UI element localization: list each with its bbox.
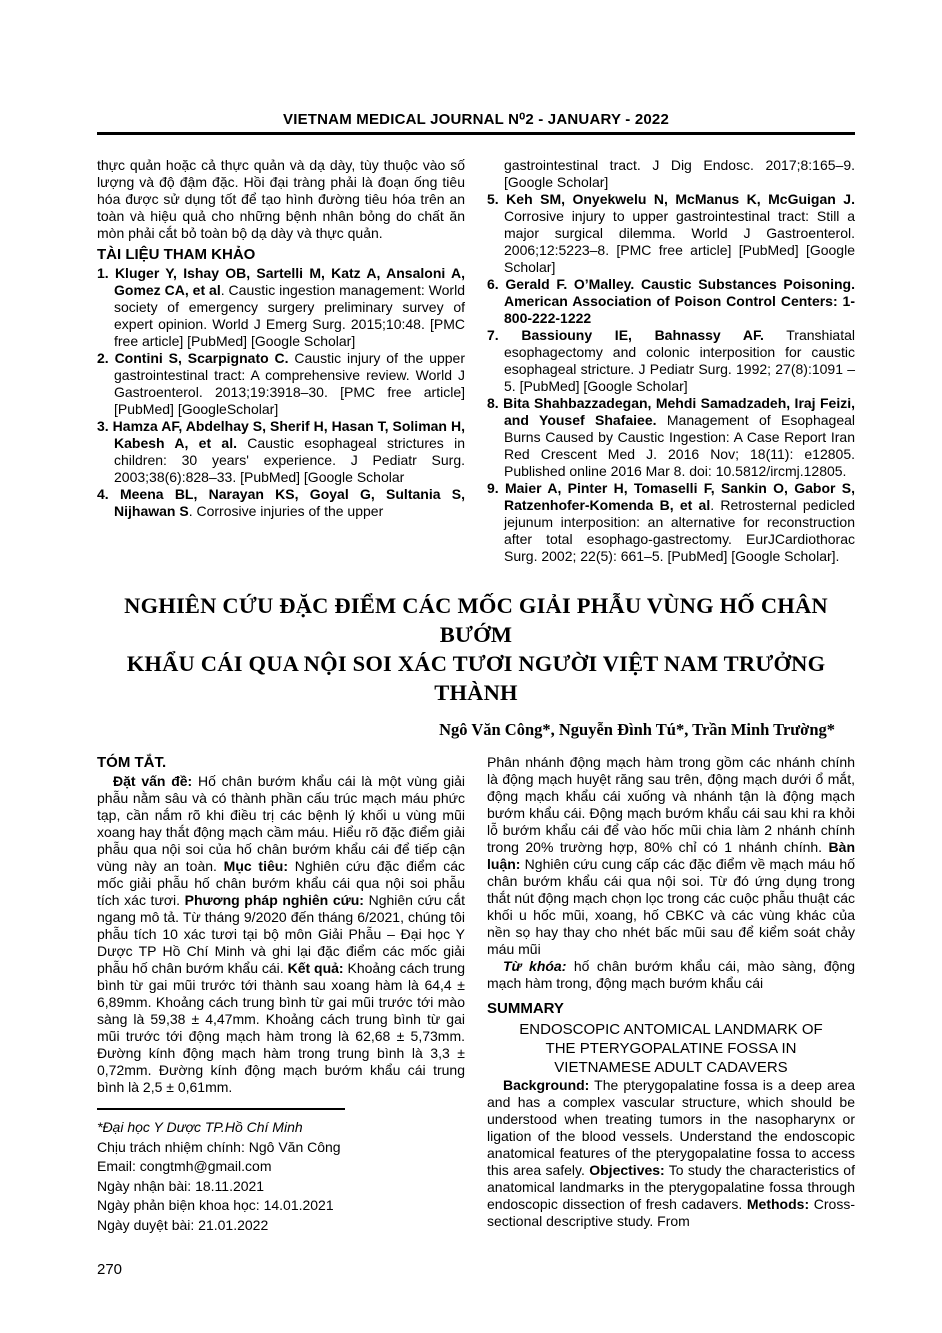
abstract-vn-paragraph: Đặt vấn đề: Hố chân bướm khẩu cái là một vùng giải phẫu nằm sâu và có thành phần cấu trúc mạch máu phức tạp, cần nắm rõ khi điều trị các bệnh lý khối u vùng mũi xoang hay thắt động mạch cầm máu. Hiểu rõ đặc điểm giải phẫu qua nội soi của hố chân bướm khẩu cái để tiếp cận vùng này an toàn. Mục tiêu: Nghiên cứu đặc điểm các mốc giải phẫu hố chân bướm khẩu cái qua nội soi phẫu tích xác tươi. Phương pháp nghiên cứu: Nghiên cứu cắt ngang mô tả. Từ tháng 9/2020 đến tháng 6/2021, chúng tôi phẫu tích 10 xác tươi tại bộ môn Giải Phẫu – Đại học Y Dược TP Hồ Chí Minh và ghi lại đặc điểm các mốc giải phẫu hố chân bướm khẩu cái. Kết quả: Khoảng cách trung bình từ gai mũi trước tới thành sau xoang hàm là 64,4 ± 6,89mm. Khoảng cách trung bình từ gai mũi trước tới mào sàng là 59,38 ± 4,47mm. Khoảng cách trung bình từ gai mũi trước tới động mạch hàm trong là 62,68 ± 5,73mm. Đường kính động mạch hàm trong trung bình là 3,3 ± 0,72mm. Đường kính động mạch bướm khẩu cái trung bình là 2,5 ± 0,61mm. (97, 773, 466, 1095)
abstract-vn-continuation: Phân nhánh động mạch hàm trong gồm các nhánh chính là động mạch huyệt răng sau trên, động mạch dưới ổ mắt, động mạch khẩu cái xuống và nhánh tận là động mạch bướm khẩu cái. Động mạch bướm khẩu cái sau khi ra khỏi lỗ bướm khẩu cái để vào hốc mũi chia làm 2 nhánh chính trong 20% trường hợp, 80% chỉ có 1 nhánh chính. Bàn luận: Nghiên cứu cung cấp các đặc điểm về mạch máu hố chân bướm khẩu cái qua nội soi. Từ đó ứng dụng trong thắt nút động mạch chọn lọc trong các cuộc phẫu thuật các khối u hốc mũi, xoang, hố CBKC và các vùng khác của nền sọ hay thay cho nhét bấc mũi sau để kiểm soát chảy máu mũi (487, 754, 855, 957)
left-column-bottom (97, 754, 465, 1235)
abstract-en-paragraph: Background: The pterygopalatine fossa is a deep area and has a complex vascular structure, which should be understood when treating tumors in the nasopharynx or ligation of the blood vessels. Understand the endoscopic anatomical features of the pterygopalatine fossa to access this area safely. Objectives: To study the characteristics of anatomical landmarks in the pterygopalatine fossa through endoscopic dissection of fresh cadavers. Methods: Cross-sectional descriptive study. From (487, 1077, 855, 1229)
article-title-en (487, 1020, 855, 1077)
page-number: 270 (97, 1261, 123, 1278)
right-column-top (487, 157, 855, 565)
abstract-section (97, 754, 855, 1235)
references-list-right (487, 191, 855, 565)
footnote-line: Ngày nhận bài: 18.11.2021 (97, 1177, 265, 1194)
reference-item: 8. Bita Shahbazzadegan, Mehdi Samadzadeh, Iraj Feizi, and Yousef Shafaiee. Management of Esophageal Burns Caused by Caustic Ingestion: A Case Report Iran Red Crescent Med J. 2016 Nov; 18(11): e12805. Published online 2016 Mar 8. doi: 10.5812/ircmj.12805. (487, 395, 856, 479)
article-title-line-2: KHẨU CÁI QUA NỘI SOI XÁC TƯƠI NGƯỜI VIỆT NAM TRƯỞNG THÀNH (126, 651, 826, 705)
footnote-separator (97, 1108, 345, 1110)
right-column-bottom (487, 754, 855, 1235)
reference-item: 7. Bassiouny IE, Bahnassy AF. Transhiatal esophagectomy and colonic interposition for caustic esophageal stricture. J Pediatr Surg. 1992; 27(8):1091 – 5. [PubMed] [Google Scholar] (487, 327, 855, 394)
abstract-vn-heading: TÓM TẮT. (97, 754, 167, 771)
references-heading: TÀI LIỆU THAM KHẢO (97, 246, 256, 263)
affiliation-note: *Đại học Y Dược TP.Hồ Chí Minh (97, 1119, 303, 1135)
article-title-en-line-2: THE PTERYGOPALATINE FOSSA IN (545, 1040, 797, 1057)
article-title (97, 591, 855, 707)
article-authors: Ngô Văn Công*, Nguyễn Đình Tú*, Trần Minh Trường* (439, 720, 835, 739)
article-title-en-line-3: VIETNAMESE ADULT CADAVERS (554, 1059, 788, 1076)
reference-item: 6. Gerald F. O’Malley. Caustic Substances Poisoning. American Association of Poison Control Centers: 1-800-222-1222 (487, 276, 855, 326)
reference-continuation: gastrointestinal tract. J Dig Endosc. 2017;8:165–9. [Google Scholar] (504, 157, 855, 190)
reference-item: 9. Maier A, Pinter H, Tomaselli F, Sankin O, Gabor S, Ratzenhofer-Komenda B, et al. Retrosternal pedicled jejunum interposition: an alternative for reconstruction after total esophago-gastrectomy. EurJCardiothorac Surg. 2002; 22(5): 661–5. [PubMed] [Google Scholar]. (487, 480, 856, 564)
article-title-block (97, 591, 855, 740)
reference-item: 2. Contini S, Scarpignato C. Caustic injury of the upper gastrointestinal tract: A comprehensive review. World J Gastroenterol. 2013;19:3918–30. [PMC free article] [PubMed] [GoogleScholar] (97, 350, 465, 417)
footnote-line: Ngày phản biện khoa học: 14.01.2021 (97, 1197, 334, 1213)
footnote-line: Ngày duyệt bài: 21.01.2022 (97, 1216, 269, 1233)
summary-heading: SUMMARY (487, 1000, 564, 1017)
footnote-lines (97, 1138, 465, 1236)
footnote-line: Chịu trách nhiệm chính: Ngô Văn Công (97, 1138, 341, 1155)
references-list-left (97, 265, 465, 520)
footnote-line: Email: congtmh@gmail.com (97, 1158, 272, 1174)
references-section (97, 157, 855, 565)
article-title-en-line-1: ENDOSCOPIC ANTOMICAL LANDMARK OF (519, 1021, 823, 1038)
article-title-line-1: NGHIÊN CỨU ĐẶC ĐIỂM CÁC MỐC GIẢI PHẪU VÙNG HỐ CHÂN BƯỚM (124, 593, 828, 647)
keywords-line: Từ khóa: hố chân bướm khẩu cái, mào sàng, động mạch hàm trong, động mạch bướm khẩu cái (487, 958, 855, 991)
intro-paragraph: thực quản hoặc cả thực quản và dạ dày, tùy thuộc vào số lượng và độ đậm đặc. Hồi đại tràng phải là đoạn ống tiêu hóa được sử dụng tốt để tạo hình đường tiêu hóa trên an toàn và hiệu quả cho những bệnh nhân bỏng do chất ăn mòn phải cắt bỏ toàn bộ dạ dày và thực quản. (97, 157, 465, 241)
footnote-block (97, 1108, 465, 1235)
reference-item: 3. Hamza AF, Abdelhay S, Sherif H, Hasan T, Soliman H, Kabesh A, et al. Caustic esophageal strictures in children: 30 years' experience. J Pediatr Surg. 2003;38(6):828–33. [PubMed] [Google Scholar (97, 418, 465, 485)
journal-header: VIETNAM MEDICAL JOURNAL N⁰2 - JANUARY - 2022 (97, 110, 855, 135)
reference-item: 5. Keh SM, Onyekwelu N, McManus K, McGuigan J. Corrosive injury to upper gastrointestinal tract: Still a major surgical dilemma. World J Gastroenterol. 2006;12:5223–8. [PMC free article] [PubMed] [Google Scholar] (487, 191, 855, 275)
reference-item: 4. Meena BL, Narayan KS, Goyal G, Sultania S, Nijhawan S. Corrosive injuries of the upper (97, 486, 465, 519)
left-column-top (97, 157, 465, 565)
reference-item: 1. Kluger Y, Ishay OB, Sartelli M, Katz A, Ansaloni A, Gomez CA, et al. Caustic ingestion management: World society of emergency surgery preliminary survey of expert opinion. World J Emerg Surg. 2015;10:48. [PMC free article] [PubMed] [Google Scholar] (97, 265, 465, 349)
